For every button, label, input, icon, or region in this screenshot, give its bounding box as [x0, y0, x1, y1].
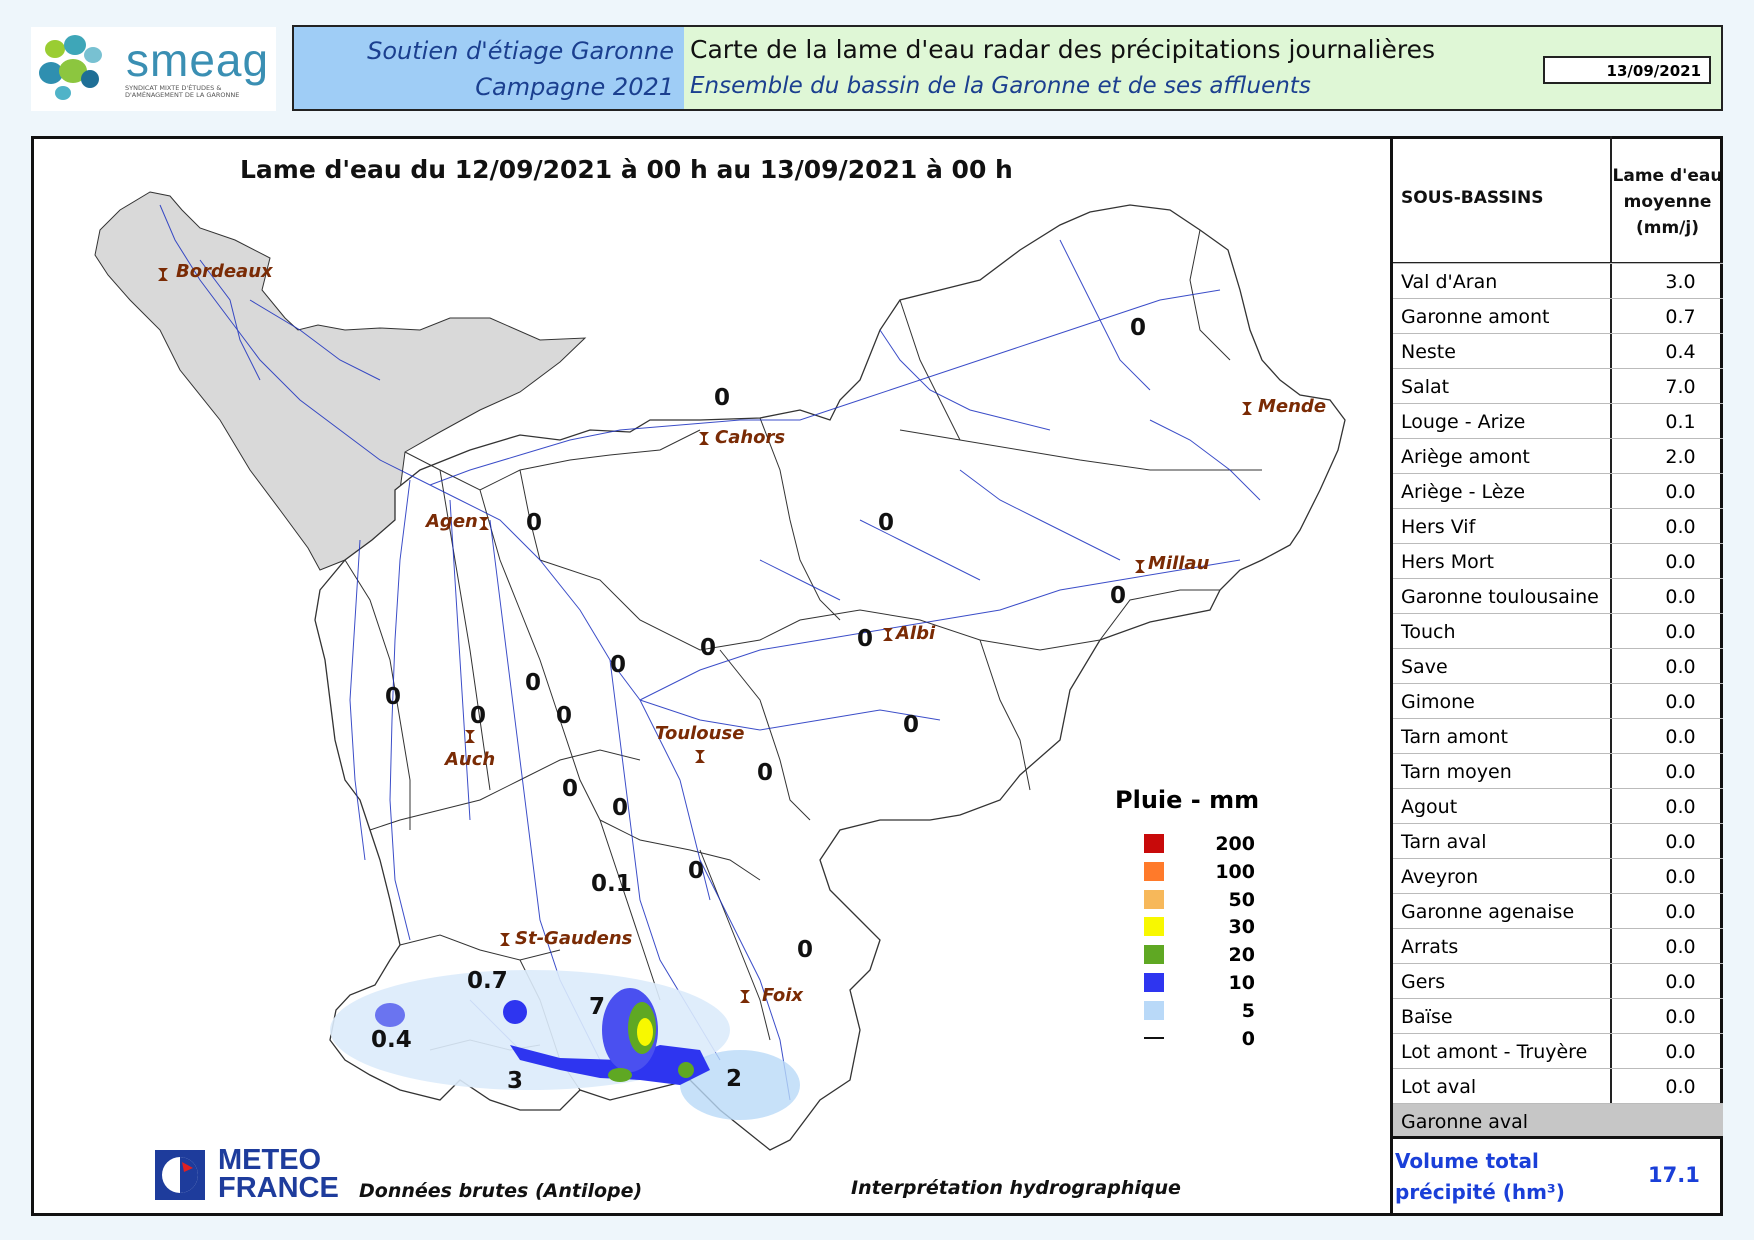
table-header-line: moyenne: [1623, 192, 1712, 212]
table-row: [1393, 893, 1723, 929]
legend-swatch-5: [1144, 1001, 1164, 1020]
table-row: [1393, 298, 1723, 334]
zone-value: 0: [470, 703, 487, 729]
table-row: [1393, 578, 1723, 614]
row-name: Baïse: [1401, 1006, 1453, 1028]
city-label: Millau: [1148, 553, 1210, 574]
zone-value: 2: [726, 1066, 743, 1092]
total-volume-label-line: précipité (hm³): [1395, 1180, 1565, 1204]
row-value: 0.0: [1665, 796, 1696, 818]
table-header-subbasins: SOUS-BASSINS: [1401, 188, 1544, 208]
zone-value: 0: [385, 684, 402, 710]
row-name: Lot aval: [1401, 1076, 1477, 1098]
zone-value: 0: [903, 712, 920, 738]
zone-value: 0: [1110, 583, 1127, 609]
table-row-highlighted: [1393, 1103, 1723, 1137]
row-name: Hers Mort: [1401, 551, 1495, 573]
row-value: 0.0: [1665, 1076, 1696, 1098]
legend-swatch-200: [1144, 834, 1164, 853]
table-header-mean: [1612, 163, 1723, 241]
zone-value: 0.4: [371, 1027, 412, 1053]
row-value: 0.0: [1665, 936, 1696, 958]
zone-value: 0: [556, 703, 573, 729]
row-name: Arrats: [1401, 936, 1459, 958]
header-campaign-year: Campagne 2021: [475, 73, 674, 101]
legend-swatch-100: [1144, 862, 1164, 881]
row-name: Lot amont - Truyère: [1401, 1041, 1588, 1063]
zone-value: 0.7: [467, 968, 508, 994]
zone-value: 0: [797, 937, 814, 963]
table-row: [1393, 1033, 1723, 1069]
row-name: Garonne agenaise: [1401, 901, 1575, 923]
legend-swatch-30: [1144, 917, 1164, 936]
city-label: St-Gaudens: [515, 928, 633, 949]
zone-value: 0: [526, 510, 543, 536]
table-row: [1393, 788, 1723, 824]
total-volume-label-line: Volume total: [1395, 1149, 1539, 1173]
zone-value: 0: [714, 385, 731, 411]
row-value: 0.7: [1665, 306, 1696, 328]
footer-interpretation: Interprétation hydrographique: [851, 1177, 1181, 1199]
row-name: Ariège - Lèze: [1401, 481, 1526, 503]
header-map-title: Carte de la lame d'eau radar des précipitations journalières: [690, 35, 1435, 64]
table-row: [1393, 333, 1723, 369]
row-value: 0.0: [1665, 656, 1696, 678]
row-value: 7.0: [1665, 376, 1696, 398]
row-value: 0.1: [1665, 411, 1696, 433]
table-row: [1393, 928, 1723, 964]
row-name: Garonne toulousaine: [1401, 586, 1599, 608]
row-value: 0.0: [1665, 516, 1696, 538]
zone-value: 0: [1130, 315, 1147, 341]
legend-swatch-20: [1144, 945, 1164, 964]
zone-value: 0: [525, 670, 542, 696]
row-value: 0.0: [1665, 481, 1696, 503]
city-label: Bordeaux: [176, 261, 273, 282]
city-label: Agen: [426, 511, 478, 532]
row-name: Tarn amont: [1401, 726, 1508, 748]
row-value: 0.0: [1665, 866, 1696, 888]
row-name: Val d'Aran: [1401, 271, 1498, 293]
zone-value: 0: [612, 795, 629, 821]
row-value: 0.0: [1665, 691, 1696, 713]
row-value: 0.0: [1665, 621, 1696, 643]
row-value: 0.0: [1665, 761, 1696, 783]
zone-value: 0: [857, 626, 874, 652]
table-row: [1393, 998, 1723, 1034]
logo-subtitle: SYNDICAT MIXTE D'ÉTUDES & D'AMÉNAGEMENT DE LA GARONNE: [125, 84, 240, 99]
table-row: [1393, 263, 1723, 299]
city-label: Foix: [762, 985, 804, 1006]
row-value: 0.0: [1665, 1041, 1696, 1063]
france-line: FRANCE: [218, 1172, 339, 1204]
zone-value: 7: [589, 994, 606, 1020]
row-value: 0.0: [1665, 726, 1696, 748]
header-map-subtitle: Ensemble du bassin de la Garonne et de ses affluents: [690, 73, 1311, 99]
row-name: Tarn aval: [1401, 831, 1487, 853]
row-value: 0.0: [1665, 551, 1696, 573]
total-volume-label: [1395, 1146, 1565, 1208]
legend-label: 50: [1228, 889, 1255, 911]
row-name: Touch: [1401, 621, 1456, 643]
header-campaign-title: Soutien d'étiage Garonne: [367, 37, 674, 65]
city-label: Cahors: [715, 427, 786, 448]
table-bottom-rule: [1393, 1136, 1723, 1139]
zone-value: 0: [878, 510, 895, 536]
legend-title: Pluie - mm: [1115, 786, 1260, 814]
row-value: 3.0: [1665, 271, 1696, 293]
row-name: Gers: [1401, 971, 1446, 993]
table-row: [1393, 858, 1723, 894]
table-row: [1393, 473, 1723, 509]
table-row: [1393, 753, 1723, 789]
legend-label: 100: [1215, 861, 1255, 883]
row-name: Gimone: [1401, 691, 1475, 713]
city-label: Auch: [445, 749, 496, 770]
city-label: Toulouse: [655, 723, 745, 744]
row-name: Agout: [1401, 796, 1458, 818]
table-row: [1393, 543, 1723, 579]
table-row: [1393, 403, 1723, 439]
table-row: [1393, 368, 1723, 404]
row-name: Salat: [1401, 376, 1450, 398]
legend-label: 30: [1228, 916, 1255, 938]
row-name: Save: [1401, 656, 1448, 678]
table-row: [1393, 718, 1723, 754]
row-name: Hers Vif: [1401, 516, 1476, 538]
row-name: Neste: [1401, 341, 1456, 363]
row-value: 0.0: [1665, 831, 1696, 853]
table-row: [1393, 1068, 1723, 1104]
zone-value: 0: [700, 635, 717, 661]
row-value: 0.0: [1665, 1006, 1696, 1028]
table-row: [1393, 438, 1723, 474]
legend-label: 200: [1215, 833, 1255, 855]
zone-value: 0: [688, 858, 705, 884]
row-name: Aveyron: [1401, 866, 1479, 888]
row-name: Garonne amont: [1401, 306, 1550, 328]
table-header-line: Lame d'eau: [1612, 166, 1723, 186]
logo-text: smeag: [126, 34, 270, 86]
row-name: Garonne aval: [1401, 1111, 1529, 1133]
zone-value: 0: [610, 652, 627, 678]
legend-swatch-50: [1144, 890, 1164, 909]
zone-value: 3: [507, 1068, 524, 1094]
meteo-line: METEO: [218, 1144, 322, 1176]
zone-value: 0: [562, 776, 579, 802]
table-header-line: (mm/j): [1635, 218, 1699, 238]
legend-label: 20: [1228, 944, 1255, 966]
legend-swatch-0: [1144, 1037, 1164, 1039]
row-name: Louge - Arize: [1401, 411, 1526, 433]
map-title: Lame d'eau du 12/09/2021 à 00 h au 13/09/2021 à 00 h: [240, 155, 1013, 184]
zone-value: 0.1: [591, 871, 632, 897]
table-row: [1393, 963, 1723, 999]
total-volume-value: 17.1: [1648, 1163, 1700, 1187]
row-value: 0.4: [1665, 341, 1696, 363]
legend-label: 5: [1241, 1000, 1255, 1022]
city-label: Mende: [1258, 396, 1327, 417]
meteo-france-logo-text: [218, 1146, 339, 1202]
zone-value: 0: [757, 760, 774, 786]
row-name: Ariège amont: [1401, 446, 1530, 468]
legend-label: 0: [1241, 1028, 1255, 1050]
legend-label: 10: [1228, 972, 1255, 994]
city-label: Albi: [896, 623, 936, 644]
header-date: 13/09/2021: [1543, 56, 1711, 84]
row-name: Tarn moyen: [1401, 761, 1512, 783]
footer-data-source: Données brutes (Antilope): [359, 1180, 643, 1202]
table-row: [1393, 613, 1723, 649]
row-value: 0.0: [1665, 971, 1696, 993]
table-row: [1393, 648, 1723, 684]
table-row: [1393, 683, 1723, 719]
row-value: 2.0: [1665, 446, 1696, 468]
row-value: 0.0: [1665, 586, 1696, 608]
table-row: [1393, 823, 1723, 859]
legend-swatch-10: [1144, 973, 1164, 992]
row-value: 0.0: [1665, 901, 1696, 923]
table-row: [1393, 508, 1723, 544]
